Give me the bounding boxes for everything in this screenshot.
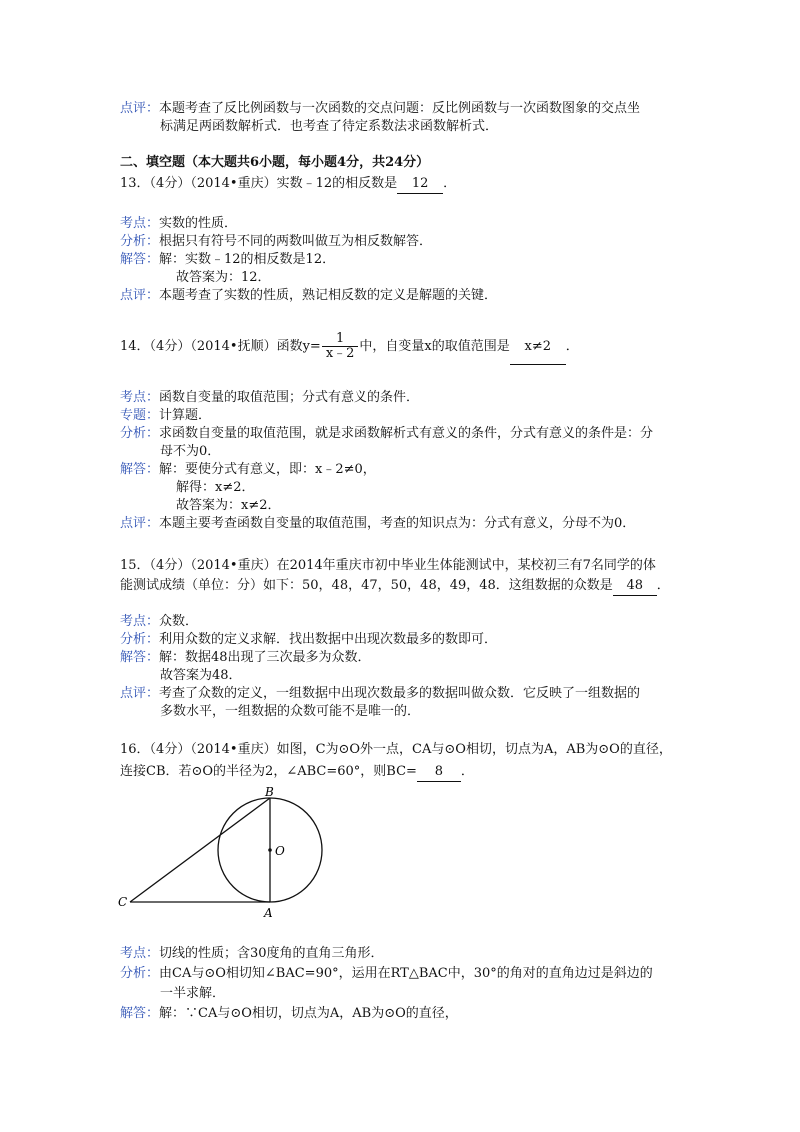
q14-jieda-2: 解得：x≠2．: [176, 480, 255, 495]
q13-fenxi-text: 根据只有符号不同的两数叫做互为相反数解答．: [159, 234, 433, 249]
comment-text-cont: 标满足两函数解析式．也考查了待定系数法求函数解析式．: [160, 119, 499, 134]
tag-dianping: 点评：: [120, 686, 160, 701]
q16-kaodian-text: 切线的性质；含30度角的直角三角形．: [159, 946, 384, 961]
center-point: [268, 848, 272, 852]
comment-text: 本题考查了反比例函数与一次函数的交点问题：反比例函数与一次函数图象的交点坐: [159, 101, 641, 116]
q13-fenxi: [120, 233, 432, 251]
q16-stem: 连接CB．若⊙O的半径为2，∠ABC=60°，则BC=: [120, 764, 417, 779]
q14-stem-pre: 14．（4分）（2014•抚顺）函数y=: [120, 339, 321, 354]
q16-fenxi-text: 由CA与⊙O相切知∠BAC=90°，运用在RT△BAC中，30°的角对的直角边过是斜边的: [159, 966, 653, 981]
q15-dianping-2: 多数水平，一组数据的众数可能不是唯一的．: [160, 704, 421, 719]
tag-fenxi: 分析：: [120, 966, 160, 981]
q14-jieda: [120, 461, 376, 479]
tag-fenxi: 分析：: [120, 234, 160, 249]
tag-zhuanti: 专题：: [120, 408, 160, 423]
question-16: 16．（4分）（2014•重庆）如图，C为⊙O外一点，CA与⊙O相切，切点为A，AB为⊙O的直径，: [120, 742, 672, 757]
q14-fenxi-2: 母不为0．: [160, 444, 221, 459]
tag-kaodian: 考点：: [120, 946, 160, 961]
question-15: 15．（4分）（2014•重庆）在2014年重庆市初中毕业生体能测试中，某校初三有7名同学的体: [120, 558, 656, 573]
q13-jieda-text: 解：实数﹣12的相反数是12．: [159, 252, 336, 267]
q16-kaodian: [120, 945, 384, 963]
question-16-cont: [120, 763, 474, 782]
question-13: [120, 175, 456, 194]
tag-kaodian: 考点：: [120, 614, 160, 629]
q15-jieda-text: 解：数据48出现了三次最多为众数．: [159, 650, 371, 665]
q14-answer: x≠2: [510, 330, 566, 365]
tag-jieda: 解答：: [120, 1006, 160, 1021]
q15-answer: 48: [613, 577, 657, 596]
q14-kaodian-text: 函数自变量的取值范围；分式有意义的条件．: [159, 390, 420, 405]
q14-end: ．: [565, 339, 579, 354]
q16-jieda-text: 解：∵CA与⊙O相切，切点为A，AB为⊙O的直径，: [159, 1006, 458, 1021]
q14-fraction: [322, 332, 359, 361]
q15-kaodian-text: 众数．: [159, 614, 199, 629]
q13-jieda-2: 故答案为：12．: [176, 270, 271, 285]
tag-kaodian: 考点：: [120, 216, 160, 231]
q16-fenxi: [120, 965, 653, 983]
q14-zhuanti-text: 计算题．: [159, 408, 212, 423]
comment-tag: 点评：: [120, 101, 160, 116]
q16-fenxi-2: 一半求解．: [160, 986, 226, 1001]
q16-jieda: [120, 1005, 458, 1023]
q14-frac-den: x﹣2: [325, 346, 355, 361]
q15-end: ．: [656, 578, 670, 593]
q13-kaodian-text: 实数的性质．: [159, 216, 238, 231]
label-a: A: [264, 906, 273, 920]
q14-dianping: [120, 515, 635, 533]
tag-fenxi: 分析：: [120, 426, 160, 441]
q14-jieda-3: 故答案为：x≠2．: [176, 498, 281, 513]
q13-dianping-text: 本题考查了实数的性质，熟记相反数的定义是解题的关键．: [159, 288, 498, 303]
q14-stem-post: 中，自变量x的取值范围是: [359, 339, 510, 354]
question-15-cont: [120, 577, 670, 596]
q16-end: ．: [460, 764, 474, 779]
q15-dianping: [120, 685, 640, 703]
q15-fenxi-text: 利用众数的定义求解．找出数据中出现次数最多的数即可．: [159, 632, 498, 647]
tag-jieda: 解答：: [120, 462, 160, 477]
section-title: 二、填空题（本大题共6小题，每小题4分，共24分）: [120, 155, 430, 170]
geometry-figure: [112, 784, 332, 924]
label-b: B: [265, 785, 274, 799]
q15-jieda: [120, 649, 371, 667]
question-14: [120, 330, 579, 365]
tag-fenxi: 分析：: [120, 632, 160, 647]
tag-kaodian: 考点：: [120, 390, 160, 405]
q16-answer: 8: [417, 763, 461, 782]
q14-zhuanti: [120, 407, 211, 425]
q13-jieda: [120, 251, 335, 269]
q14-jieda-text: 解：要使分式有意义，即：x﹣2≠0，: [159, 462, 376, 477]
label-o: O: [275, 844, 285, 858]
q15-jieda-2: 故答案为48．: [160, 668, 242, 683]
segment-cb: [130, 798, 270, 902]
q14-fenxi: [120, 425, 653, 443]
label-c: C: [118, 895, 128, 909]
q13-end: ．: [443, 176, 457, 191]
q14-dianping-text: 本题主要考查函数自变量的取值范围，考查的知识点为：分式有意义，分母不为0．: [159, 516, 636, 531]
q15-stem: 能测试成绩（单位：分）如下：50，48，47，50，48，49，48．这组数据的众数是: [120, 578, 613, 593]
q14-frac-num: 1: [322, 332, 359, 347]
tag-dianping: 点评：: [120, 288, 160, 303]
q15-kaodian: [120, 613, 198, 631]
top-comment: [120, 100, 640, 118]
q13-kaodian: [120, 215, 237, 233]
tag-dianping: 点评：: [120, 516, 160, 531]
q13-stem: 13．（4分）（2014•重庆）实数﹣12的相反数是: [120, 176, 398, 191]
tag-jieda: 解答：: [120, 252, 160, 267]
tag-jieda: 解答：: [120, 650, 160, 665]
q15-dianping-text: 考查了众数的定义，一组数据中出现次数最多的数据叫做众数．它反映了一组数据的: [159, 686, 641, 701]
q13-dianping: [120, 287, 497, 305]
q14-kaodian: [120, 389, 419, 407]
q14-fenxi-text: 求函数自变量的取值范围，就是求函数解析式有意义的条件，分式有意义的条件是：分: [159, 426, 654, 441]
q13-answer: 12: [397, 175, 443, 194]
q15-fenxi: [120, 631, 497, 649]
